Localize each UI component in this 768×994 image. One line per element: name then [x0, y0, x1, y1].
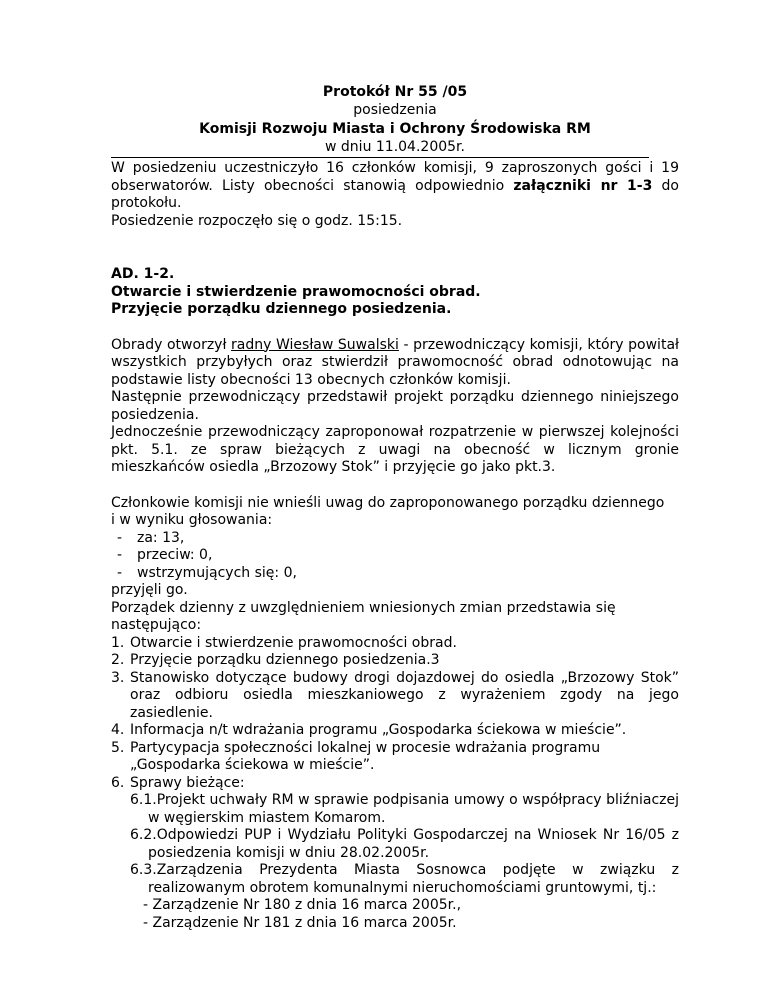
- vote-item: [111, 547, 679, 565]
- agenda-presentation-paragraph: Następnie przewodniczący przedstawił projekt porządku dziennego niniejszego posiedzenia.: [111, 389, 679, 423]
- agenda-subitem-text: Odpowiedzi PUP i Wydziału Polityki Gospodarczej na Wniosek Nr 16/05 z posiedzenia komisji w dniu 28.02.2005r.: [148, 827, 679, 861]
- protocol-subtitle: posiedzenia: [353, 102, 437, 118]
- vote-result: przyjęli go.: [111, 582, 188, 598]
- attachments-reference: załączniki nr 1-3: [513, 177, 653, 194]
- agenda-item-text: Sprawy bieżące:: [130, 774, 245, 791]
- agenda-item-text: Informacja n/t wdrażania programu „Gospodarka ściekowa w mieście”.: [130, 722, 627, 738]
- agenda-item: [111, 740, 679, 775]
- dash-marker: -: [117, 529, 123, 546]
- vote-item: [111, 565, 679, 583]
- section-heading-2: Przyjęcie porządku dziennego posiedzenia.: [111, 301, 452, 317]
- opening-paragraph: [111, 337, 679, 390]
- vote-item: [111, 530, 679, 548]
- agenda-subitem-text: Zarządzenia Prezydenta Miasta Sosnowca podjęte w związku z realizowanym obrotem komunalnymi nieruchomościami gruntowymi, tj.:: [148, 862, 679, 896]
- agenda-subitem-number: 6.2.: [130, 827, 157, 843]
- agenda-item-number: 1.: [111, 634, 125, 651]
- agenda-item-number: 3.: [111, 669, 125, 686]
- agenda-item-number: 4.: [111, 722, 125, 738]
- vote-intro-line-2: i w wyniku głosowania:: [111, 512, 273, 528]
- attendance-text: W posiedzeniu uczestniczyło 16 członków komisji, 9 zaproszonych gości i 19 obserwatorów. Listy obecności stanowią odpowiednio: [111, 160, 679, 194]
- document-page: [111, 82, 679, 932]
- agenda-item-number: 2.: [111, 652, 125, 668]
- agenda-item: [111, 635, 679, 653]
- start-time: Posiedzenie rozpoczęło się o godz. 15:15.: [111, 212, 403, 229]
- agenda-item: [111, 670, 679, 723]
- agenda-subitem: [111, 862, 679, 897]
- dash-marker: -: [117, 564, 123, 581]
- chairman-name: radny Wiesław Suwalski: [231, 336, 399, 353]
- agenda-item-number: 6.: [111, 774, 125, 791]
- agenda-item-number: 5.: [111, 739, 125, 756]
- agenda-subitem-number: 6.1.: [130, 792, 157, 808]
- agenda-item-text: Partycypacja społeczności lokalnej w procesie wdrażania programu „Gospodarka ściekowa w mieście”.: [130, 739, 601, 773]
- attendance-paragraph: [111, 160, 679, 213]
- agenda-item: [111, 652, 679, 670]
- agenda-item-text: Otwarcie i stwierdzenie prawomocności obrad.: [130, 634, 457, 651]
- agenda-intro: Porządek dzienny z uwzględnieniem wniesionych zmian przedstawia się następująco:: [111, 599, 616, 633]
- protocol-title: Protokół Nr 55 /05: [322, 84, 468, 100]
- vote-for: za: 13,: [137, 529, 185, 546]
- proposal-paragraph: Jednocześnie przewodniczący zaproponował rozpatrzenie w pierwszej kolejności pkt. 5.1. ze spraw bieżących z uwagi na obecność w licznym gronie mieszkańców osiedla „Brzozowy Stok” i przyjęcie go jako pkt.3.: [111, 424, 679, 475]
- attendance-text-end: do protokołu.: [111, 177, 679, 211]
- spacer: [111, 319, 679, 337]
- agenda-subitem: [111, 827, 679, 862]
- spacer: [111, 230, 679, 266]
- dash-marker: -: [117, 547, 123, 563]
- spacer: [111, 477, 679, 495]
- opening-text-end: - przewodniczący komisji, który powitał wszystkich przybyłych oraz stwierdził prawomocność obrad odnotowując na podstawie listy obecności 13 obecnych członków komisji.: [111, 336, 679, 388]
- meeting-date: w dniu 11.04.2005r.: [325, 139, 465, 155]
- opening-text: Obrady otworzył: [111, 336, 232, 353]
- section-heading-1: Otwarcie i stwierdzenie prawomocności obrad.: [111, 283, 481, 300]
- order-item: - Zarządzenie Nr 181 z dnia 16 marca 2005r.: [143, 914, 457, 931]
- vote-intro-line-1: Członkowie komisji nie wnieśli uwag do zaproponowanego porządku dziennego: [111, 494, 665, 511]
- section-number: AD. 1-2.: [111, 266, 175, 282]
- vote-abstain: wstrzymujących się: 0,: [137, 564, 297, 581]
- committee-name: Komisji Rozwoju Miasta i Ochrony Środowiska RM: [199, 121, 591, 137]
- agenda-item-text: Przyjęcie porządku dziennego posiedzenia.3: [130, 652, 440, 668]
- agenda-item-text: Stanowisko dotyczące budowy drogi dojazdowej do osiedla „Brzozowy Stok” oraz odbioru osiedla mieszkaniowego z wyrażeniem zgody na jego zasiedlenie.: [130, 669, 679, 721]
- agenda-item: [111, 775, 679, 793]
- header-divider: [111, 157, 649, 158]
- vote-results-list: [111, 530, 679, 583]
- vote-against: przeciw: 0,: [137, 547, 213, 563]
- agenda-list: [111, 635, 679, 793]
- order-item: - Zarządzenie Nr 180 z dnia 16 marca 2005r.,: [143, 897, 462, 913]
- agenda-item: [111, 722, 679, 740]
- agenda-subitem-text: Projekt uchwały RM w sprawie podpisania umowy o współpracy bliźniaczej w węgierskim miastem Komarom.: [148, 792, 679, 826]
- agenda-subitem: [111, 792, 679, 827]
- agenda-subitem-number: 6.3.: [130, 862, 157, 878]
